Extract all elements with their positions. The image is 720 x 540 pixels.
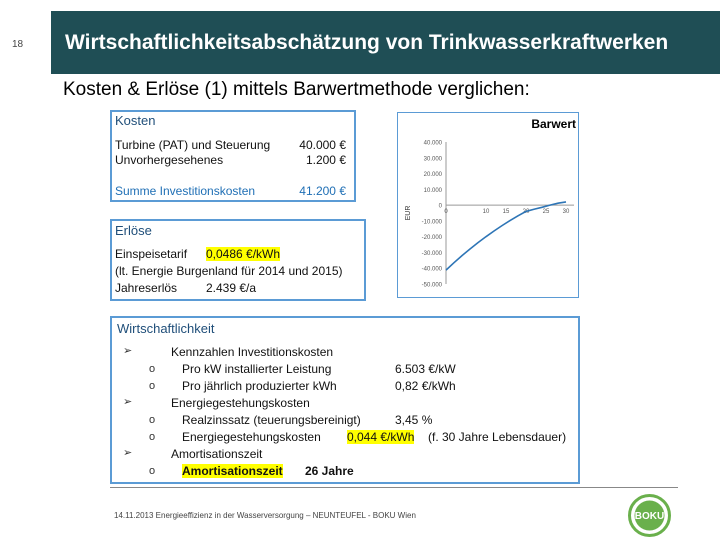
chart-svg <box>398 113 578 297</box>
kosten-row-value: 1.200 € <box>305 153 346 167</box>
bullet-arrow-icon: ➢ <box>123 396 133 408</box>
bullet-arrow-icon: ➢ <box>123 345 133 357</box>
item-label: Realzinssatz (teuerungsbereinigt) <box>182 413 361 427</box>
sub-bullet-icon: o <box>149 414 156 426</box>
erloese-title: Erlöse <box>115 223 152 238</box>
boku-logo <box>627 493 672 538</box>
x-tick-label: 25 <box>542 209 550 216</box>
kosten-row-label: Turbine (PAT) und Steuerung <box>115 138 271 152</box>
kosten-title: Kosten <box>115 113 156 128</box>
y-tick-label: -50.000 <box>421 282 442 289</box>
kosten-sum-value: 41.200 € <box>299 184 346 198</box>
y-tick-label: -30.000 <box>421 250 442 257</box>
jahreserloes-value: 2.439 €/a <box>206 281 257 295</box>
item-suffix: (f. 30 Jahre Lebensdauer) <box>428 430 567 444</box>
wirtschaftlichkeit-box <box>110 316 580 484</box>
x-tick-label: 10 <box>482 209 490 216</box>
jahreserloes-label: Jahreserlös <box>115 281 178 295</box>
y-tick-label: 30.000 <box>423 156 442 163</box>
sub-bullet-icon: o <box>149 431 156 443</box>
y-tick-label: 40.000 <box>423 140 442 147</box>
item-value: 0,82 €/kWh <box>395 379 456 393</box>
item-value: 6.503 €/kW <box>395 362 456 376</box>
header-bar <box>51 11 720 74</box>
sub-bullet-icon: o <box>149 465 156 477</box>
left-margin <box>0 0 51 540</box>
kosten-row-value: 40.000 € <box>299 138 346 152</box>
wirtschaftlichkeit-title: Wirtschaftlichkeit <box>117 321 215 336</box>
x-tick-label: 15 <box>502 209 510 216</box>
item-value: 0,044 €/kWh <box>347 430 415 444</box>
erloese-box <box>110 219 366 301</box>
tarif-value: 0,0486 €/kWh <box>206 247 281 261</box>
slide-subtitle: Kosten & Erlöse (1) mittels Barwertmethode verglichen: <box>63 79 530 100</box>
item-value: 26 Jahre <box>305 464 354 478</box>
slide-title: Wirtschaftlichkeitsabschätzung von Trinkwasserkraftwerken <box>65 31 669 54</box>
sub-bullet-icon: o <box>149 380 156 392</box>
slide-number: 18 <box>12 39 24 50</box>
item-label: Amortisationszeit <box>182 464 283 478</box>
section-heading: Kennzahlen Investitionskosten <box>171 345 334 359</box>
footer-text: 14.11.2013 Energieeffizienz in der Wasserversorgung – NEUNTEUFEL - BOKU Wien <box>114 511 416 520</box>
kosten-row-label: Unvorhergesehenes <box>115 153 224 167</box>
x-tick-label: 20 <box>522 209 530 216</box>
kosten-sum-label: Summe Investitionskosten <box>115 184 256 198</box>
x-tick-label: 0 <box>444 209 448 216</box>
y-tick-label: -40.000 <box>421 266 442 273</box>
item-label: Pro jährlich produzierter kWh <box>182 379 337 393</box>
chart-title: Barwert <box>531 117 576 131</box>
y-tick-label: -10.000 <box>421 219 442 226</box>
x-tick-label: 30 <box>562 209 570 216</box>
section-heading: Amortisationszeit <box>171 447 263 461</box>
tarif-label: Einspeisetarif <box>115 247 188 261</box>
y-tick-label: 10.000 <box>423 187 442 194</box>
footer-divider <box>110 487 678 488</box>
bullet-arrow-icon: ➢ <box>123 447 133 459</box>
item-label: Energiegestehungskosten <box>182 430 321 444</box>
item-label: Pro kW installierter Leistung <box>182 362 332 376</box>
y-axis-label: EUR <box>405 205 412 221</box>
item-value: 3,45 % <box>395 413 433 427</box>
section-heading: Energiegestehungskosten <box>171 396 310 410</box>
tarif-note: (lt. Energie Burgenland für 2014 und 2015) <box>115 264 343 278</box>
svg-text:BOKU: BOKU <box>634 511 665 522</box>
barwert-chart <box>397 112 579 298</box>
y-tick-label: -20.000 <box>421 235 442 242</box>
sub-bullet-icon: o <box>149 363 156 375</box>
kosten-box <box>110 110 356 202</box>
y-tick-label: 20.000 <box>423 172 442 179</box>
y-tick-label: 0 <box>438 203 442 210</box>
